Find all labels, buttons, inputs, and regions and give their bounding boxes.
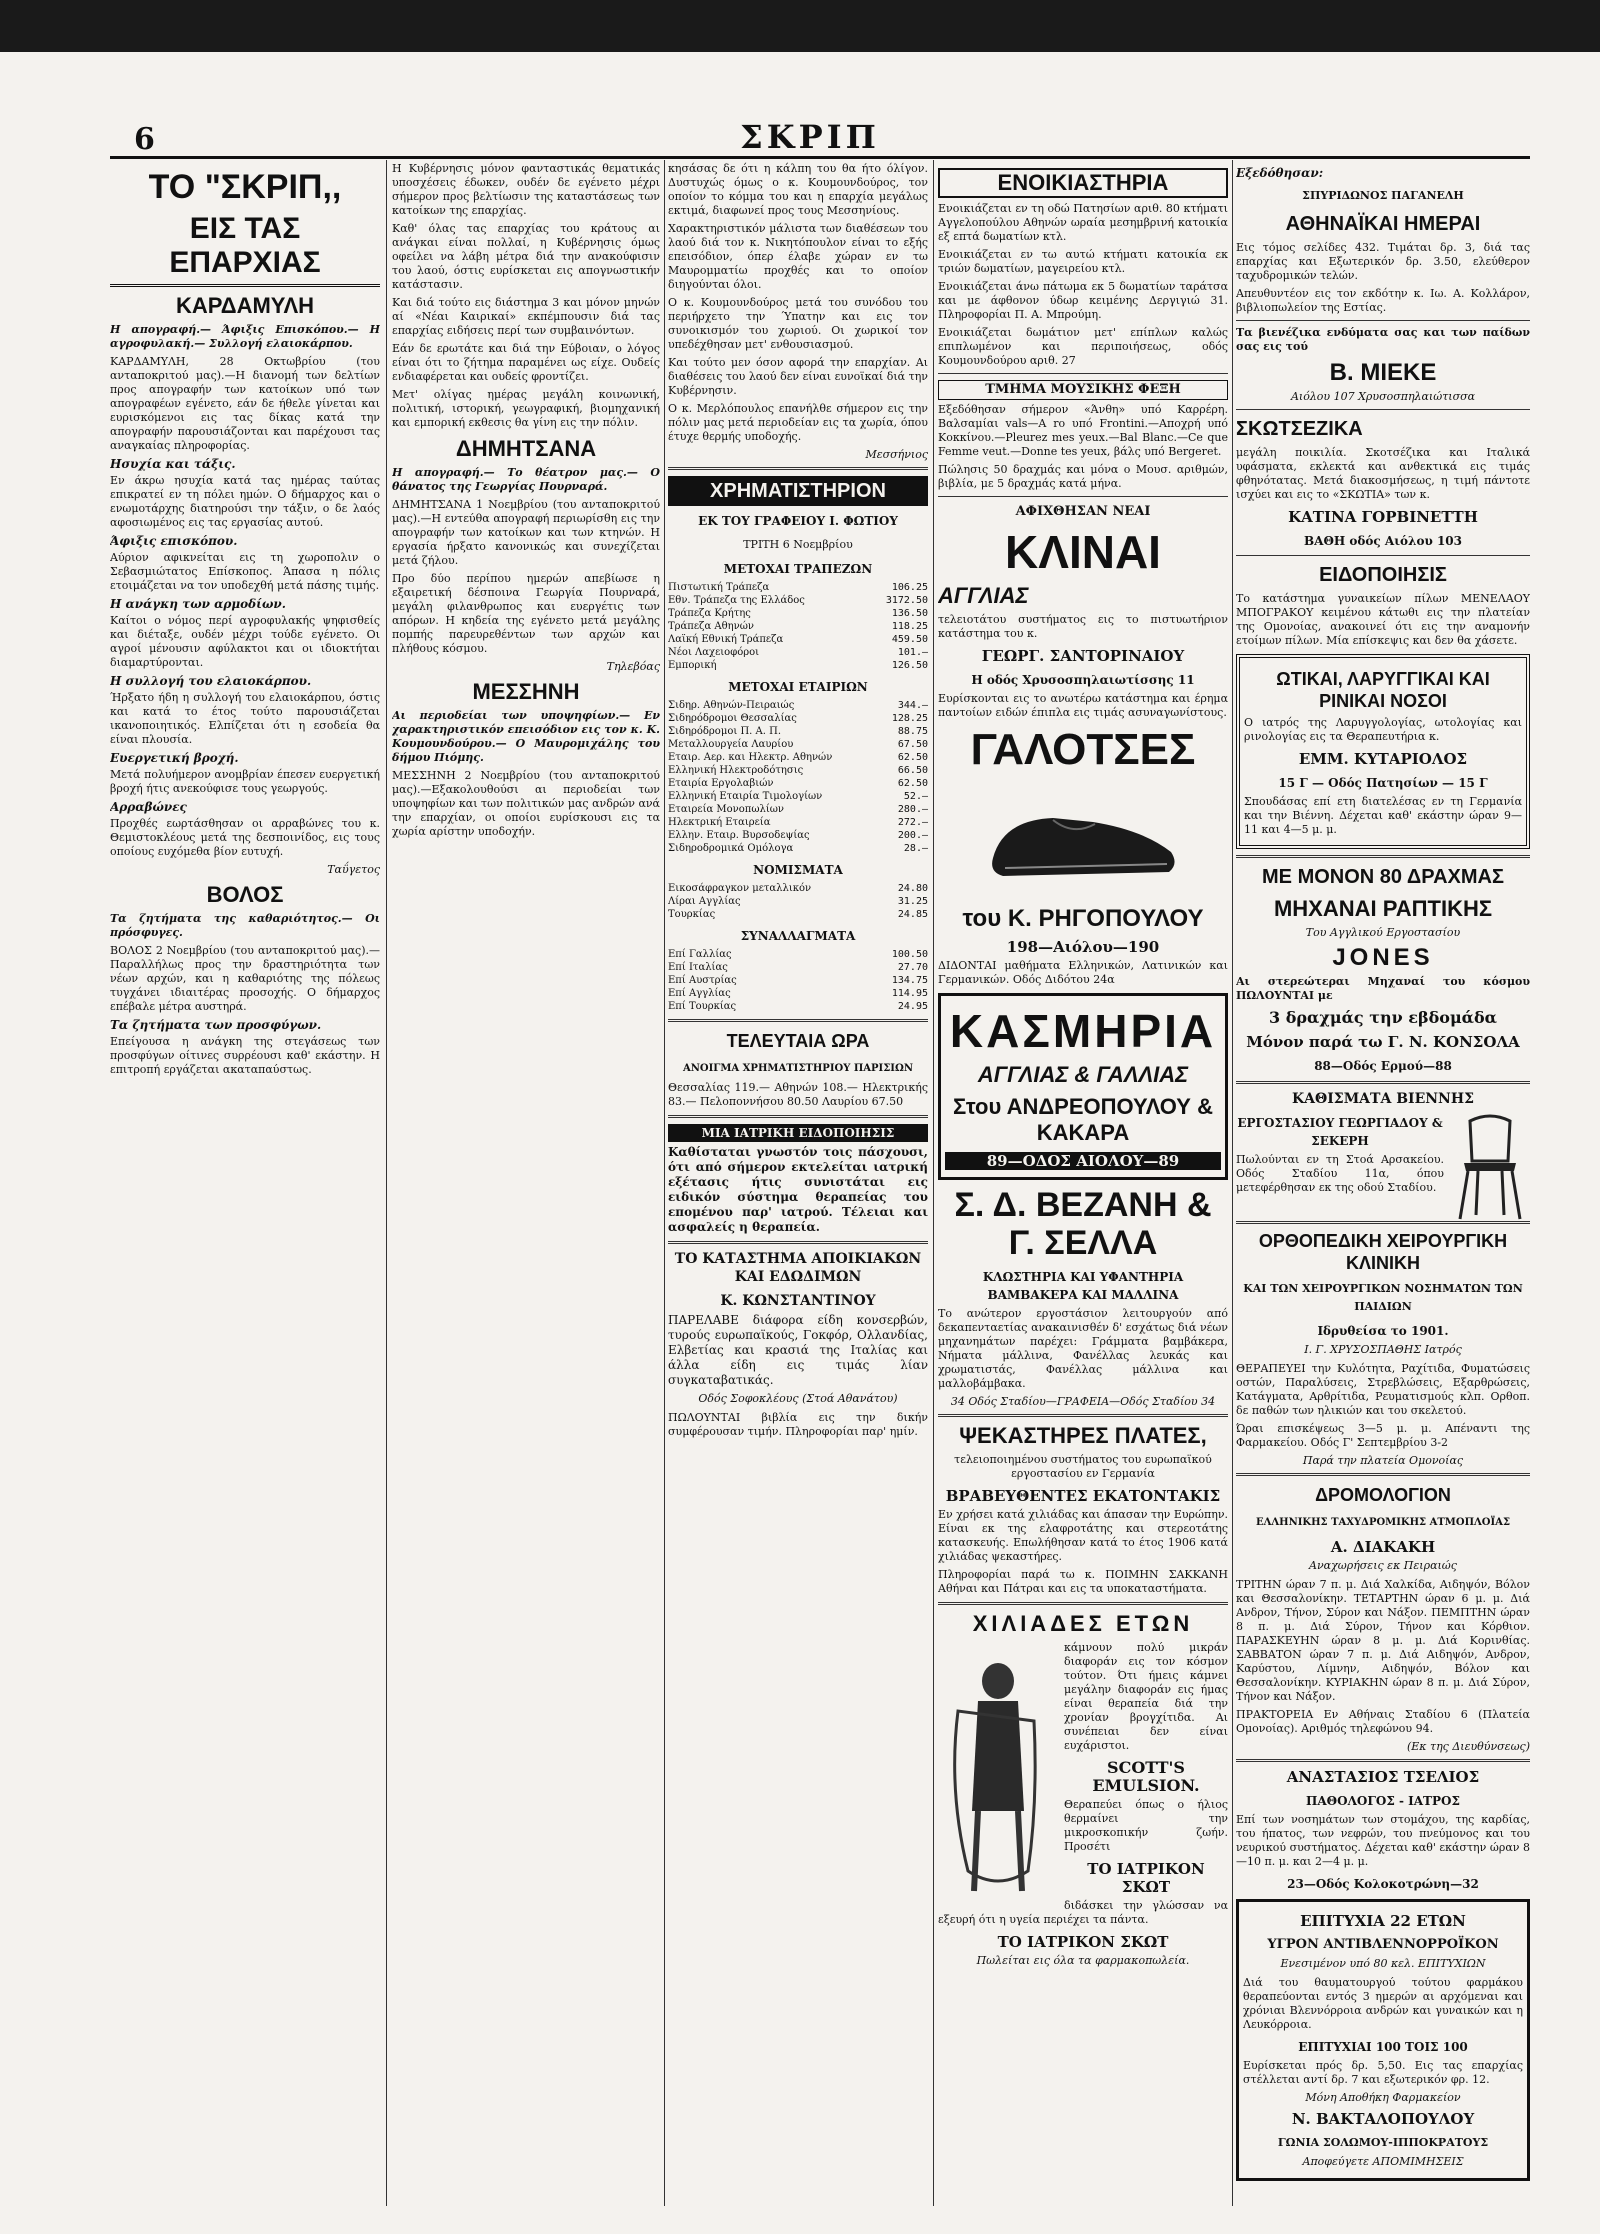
table-row [668, 882, 928, 895]
table-row [668, 987, 928, 1000]
table-row [668, 1000, 928, 1013]
table-cell-name: Εμπορική [668, 660, 717, 671]
newspaper-title: ΣΚΡΙΠ [740, 118, 880, 156]
music-title: ΤΜΗΜΑ ΜΟΥΣΙΚΗΣ ΦΕΞΗ [938, 380, 1228, 400]
section-divider [668, 1019, 928, 1022]
table-row [668, 659, 928, 672]
currency-table [668, 882, 928, 921]
table-cell-name: Εθν. Τράπεζα της Ελλάδος [668, 595, 805, 606]
article-paragraph: Προχθές εωρτάσθησαν οι αρραβώνες του κ. Θεμιστοκλέους μετά της δεσποινίδος, εις τους οποίους ευχόμεθα βίον ευτυχή. [110, 817, 380, 858]
table-cell-name: Μεταλλουργεία Λαυρίου [668, 739, 794, 750]
table-row [668, 829, 928, 842]
section-divider [1236, 409, 1530, 410]
clothes-shop: Β. ΜΙΕΚΕ [1329, 359, 1437, 386]
article-paragraph: Επείγουσα η ανάγκη της στεγάσεως των προσφύγων οίτινες συρρέουσι καθ' εκάστην. Η επιτροπή εργάζεται ακαταπαύστως. [110, 1035, 380, 1076]
galoshes-address: 198—Αιόλου—190 [1006, 938, 1160, 956]
section-divider [938, 1602, 1228, 1605]
currency-table-title: ΝΟΜΙΣΜΑΤΑ [753, 863, 843, 877]
article-paragraph: Και διά τούτο εις διάστημα 3 και μόνον μηνών αί «Νέαι Καιρικαί» εκπέμπουσιν διά τας επαρχίας ειδήσεις περί των συμβαινόντων. [392, 296, 660, 337]
banks-table-title: ΜΕΤΟΧΑΙ ΤΡΑΠΕΖΩΝ [723, 562, 873, 576]
beds-text: Ευρίσκονται εις το ανωτέρω κατάστημα και έρημα παντοίων ειδών έπιπλα εις τιμάς ασυναγωνίστους. [938, 692, 1228, 719]
clothes-text: Τα βιενέζικα ενδύματα σας και των παίδων σας εις τού [1236, 326, 1530, 353]
table-cell-value: 118.25 [891, 621, 928, 632]
tselios-text: Επί των νοσημάτων των στομάχου, της καρδίας, του ήπατος, των νεφρών, του πνεύμονος και του νευρικού συστήματος. Δέχεται καθ' εκάστην ώραν 8—10 π. μ. και 2—4 μ. μ. [1236, 1813, 1530, 1868]
emulsion-title: ΧΙΛΙΑΔΕΣ ΕΤΩΝ [972, 1611, 1194, 1636]
bezani-subtitle: ΚΛΩΣΤΗΡΙΑ ΚΑΙ ΥΦΑΝΤΗΡΙΑ ΒΑΜΒΑΚΕΡΑ ΚΑΙ ΜΑΛΛΙΝΑ [982, 1270, 1184, 1302]
column-divider [933, 160, 934, 2206]
table-cell-name: Τουρκίας [668, 909, 716, 920]
ent-doctor: ΕΜΜ. ΚΥΤΑΡΙΟΛΟΣ [1298, 750, 1468, 768]
beds-text: τελειοτάτου συστήματος εις το πιστυωτήριον κατάστημα του κ. [938, 613, 1228, 640]
ortho-text: ΘΕΡΑΠΕΥΕΙ την Κυλότητα, Ραχίτιδα, Φυματώσεις οστών, Παραλύσεις, Στρεβλώσεις, Εξαρθρώσεις, Κατάγματα, Αρθρίτιδα, Ρευματισμούς κλπ. Ορθοπ. δε παθών των ηλικιών και του σκελετού. [1236, 1362, 1530, 1417]
column-divider [664, 160, 665, 2206]
table-row [668, 961, 928, 974]
bezani-text: Το ανώτερον εργοστάσιον λειτουργούν από δεκαπενταετίας ανακαινισθέν δ' εσχάτως διά νέων μηχανημάτων παρέχει: Γράμματα βαμβάκερα, Νήματα μάλλινα, Φανέλλας λευκάς και χρωματιστάς, Φανέλλας μάλλινα και μαλλοβάμβακα. [938, 1307, 1228, 1390]
emulsion-title: ΤΟ ΙΑΤΡΙΚΟΝ ΣΚΩΤ [997, 1933, 1169, 1951]
emulsion-text: Θεραπεύει όπως ο ήλιος θερμαίνει την μικροσκοπικήν ζωήν. Προσέτι [1064, 1798, 1228, 1853]
masthead [110, 118, 1510, 157]
scotch-shop: ΚΑΤΙΝΑ ΓΟΡΒΙΝΕΤΤΗ [1288, 508, 1478, 526]
table-cell-value: 62.50 [897, 778, 928, 789]
table-cell-value: 66.50 [897, 765, 928, 776]
music-price: Πώλησις 50 δραχμάς και μόνα ο Μουσ. αριθμών, βιβλία, με 5 δραχμάς κατά μήνα. [938, 463, 1228, 490]
cashmere-subtitle: ΑΓΓΛΙΑΣ & ΓΑΛΛΙΑΣ [977, 1062, 1189, 1087]
table-cell-name: Ελληνική Εταιρία Τιμολογίων [668, 791, 823, 802]
article-paragraph: Χαρακτηριστικόν μάλιστα των διαθέσεων του λαού διά τον κ. Νικητόπουλον είναι το εξής επεισόδιον, όπερ έλαβε χώραν εν τω Μαυρομματίω προχθές και το οποίον διηγούνται όλοι. [668, 222, 928, 291]
table-cell-value: 88.75 [897, 726, 928, 737]
ad-name: Κ. ΚΩΝΣΤΑΝΤΙΝΟΥ [720, 1293, 876, 1309]
section-divider [668, 467, 928, 470]
column-1 [110, 162, 380, 2206]
table-cell-value: 126.50 [891, 660, 928, 671]
ortho-doctor: Ι. Γ. ΧΡΥΣΟΣΠΑΘΗΣ Ιατρός [1304, 1343, 1462, 1356]
ortho-year: Ιδρυθείσα το 1901. [1317, 1324, 1449, 1338]
section-divider [938, 373, 1228, 374]
scan-top-band [0, 0, 1600, 52]
sprayers-address: Πληροφορίαι παρά τω κ. ΠΟΙΜΗΝ ΣΑΚΚΑΝΗ Αθήναι και Πάτραι και εις τα υποκαταστήματα. [938, 1568, 1228, 1595]
cashmere-address: 89—ΟΔΟΣ ΑΙΟΛΟΥ—89 [945, 1152, 1221, 1170]
article-paragraph: Μετ' ολίγας ημέρας μεγάλη κοινωνική, πολιτική, ιστορική, γεωγραφική, βιομηχανική και εμπορική εκθεσις θα γίνη εις την πόλιν. [392, 388, 660, 429]
subheading: Αρραβώνες [110, 800, 187, 814]
table-row [668, 816, 928, 829]
table-cell-name: Τράπεζα Αθηνών [668, 621, 754, 632]
ent-ad [1236, 654, 1530, 849]
chair-illustration [1450, 1111, 1530, 1221]
table-cell-name: Λαϊκή Εθνική Τράπεζα [668, 634, 784, 645]
stock-exchange-title: ΧΡΗΜΑΤΙΣΤΗΡΙΟΝ [668, 476, 928, 506]
remedy-pharmacist: Ν. ΒΑΚΤΑΛΟΠΟΥΛΟΥ [1291, 2110, 1475, 2128]
article-paragraph: Εάν δε ερωτάτε και διά την Εύβοιαν, ο λόγος είναι ότι το ζήτημα παραμένει ως είχε. Ουδείς ενδιαφέρεται και ουδείς φροντίζει. [392, 342, 660, 383]
article-paragraph: Ήρξατο ήδη η συλλογή του ελαιοκάρπου, όστις και κατά το έτος τούτο παρουσιάζεται ικανοποιητικός. Ελπίζεται ότι η εσοδεία θα είναι πλουσία. [110, 691, 380, 746]
table-cell-name: Σιδηρόδρομοι Θεσσαλίας [668, 713, 797, 724]
column-4 [938, 162, 1228, 2206]
sprayers-text: Εν χρήσει κατά χιλιάδας και άπασαν την Ευρώπην. Είναι εκ της ελαφροτάτης και στερεοτάτης κατασκευής. Επωλήθησαν κατά το έτος 1906 κατά χιλιάδας ψεκαστήρες. [938, 1508, 1228, 1563]
section-subheading: Αι περιοδείαι των υποψηφίων.— Εν χαρακτηριστικόν επεισόδιον εις τον κ. Κ. Κουμουνδούρου.— Ο Μαυρομιχάλης του δήμου Πιόμης. [392, 709, 660, 764]
remedy-address: ΓΩΝΙΑ ΣΟΛΩΜΟΥ-ΙΠΠΟΚΡΑΤΟΥΣ [1277, 2136, 1489, 2149]
scotch-text: μεγάλη ποικιλία. Σκοτσέζικα και Ιταλικά υφάσματα, εκλεκτά και ανθεκτικά εις τιμάς φθηνότατας. Μετά διακοσμήσεως, η τιμή πάντοτε ισχύει και εις το «ΣΚΩΤΙΑ» των κ. [1236, 446, 1530, 501]
article-paragraph: Προ δύο περίπου ημερών απεβίωσε η εξαιρετική δέσποινα Γεωργία Πουρναρά, μεγάλη φιλανθρωπος και ευεργέτις των απόρων. Η κηδεία της εγένετο μετά μεγάλης πομπής παρευρεθέντων των αρχών και πλήθους κόσμου. [392, 572, 660, 655]
stock-source: ΕΚ ΤΟΥ ΓΡΑΦΕΙΟΥ Ι. ΦΩΤΙΟΥ [698, 514, 898, 528]
article-paragraph: Ο κ. Μερλόπουλος επανήλθε σήμερον εις την πόλιν μας μετά περιοδείαν εις τα χωρία, όπου έτυχε θερμής υποδοχής. [668, 402, 928, 443]
scotch-address: ΒΑΘΗ οδός Αιόλου 103 [1303, 534, 1462, 548]
sewing-text: Του Αγγλικού Εργοστασίου [1305, 926, 1461, 939]
companies-table [668, 699, 928, 855]
ent-text: Σπουδάσας επί ετη διατελέσας εν τη Γερμανία και την Βιέννη. Δέχεται καθ' εκάστην ώραν 9—11 και 4—5 μ. μ. [1244, 795, 1522, 836]
section-subheading: Η απογραφή.— Άφιξις Επισκόπου.— Η αγροφυλακή.— Συλλογή ελαιοκάρπου. [110, 323, 380, 350]
shipping-title: ΔΡΟΜΟΛΟΓΙΟΝ [1315, 1485, 1451, 1505]
publication-text: Απευθυντέον εις τον εκδότην κ. Ιω. Α. Κολλάρον, βιβλιοπωλείον της Εστίας. [1236, 287, 1530, 314]
table-row [668, 974, 928, 987]
table-cell-name: Νέοι Λαχειοφόροι [668, 647, 760, 658]
emulsion-footer: Πωλείται εις όλα τα φαρμακοπωλεία. [976, 1954, 1190, 1967]
table-cell-value: 24.80 [897, 883, 928, 894]
table-cell-name: Λίραι Αγγλίας [668, 896, 741, 907]
section-heading: ΔΗΜΗΤΣΑΝΑ [455, 436, 597, 461]
headline: ΤΟ "ΣΚΡΙΠ,, [148, 168, 342, 206]
subheading: Η συλλογή του ελαιοκάρπου. [110, 674, 312, 688]
table-cell-value: 134.75 [891, 975, 928, 986]
table-row [668, 842, 928, 855]
shipping-director: (Εκ της Διευθύνσεως) [1406, 1740, 1530, 1753]
ortho-address: Παρά την πλατεία Ομονοίας [1302, 1454, 1464, 1467]
beds-title: ΚΛΙΝΑΙ [1005, 526, 1161, 578]
emulsion-brand: SCOTT'S EMULSION. [1092, 1758, 1200, 1795]
ad-address: Οδός Σοφοκλέους (Στοά Αθανάτου) [698, 1392, 898, 1405]
tselios-address: 23—Οδός Κολοκοτρώνη—32 [1287, 1877, 1479, 1891]
publication-author: ΣΠΥΡΙΔΩΝΟΣ ΠΑΓΑΝΕΛΗ [1302, 189, 1464, 202]
table-cell-value: 280.— [897, 804, 928, 815]
rentals-title: ΕΝΟΙΚΙΑΣΤΗΡΙΑ [938, 168, 1228, 198]
subheading: Ησυχία και τάξις. [110, 457, 236, 471]
table-cell-name: Πιστωτική Τράπεζα [668, 582, 770, 593]
section-divider [668, 1115, 928, 1118]
table-cell-value: 114.95 [891, 988, 928, 999]
column-divider [1232, 160, 1233, 2206]
emulsion-title: ΤΟ ΙΑΤΡΙΚΟΝ ΣΚΩΤ [1087, 1860, 1205, 1896]
sewing-agent: Μόνον παρά τω Γ. Ν. ΚΟΝΣΟΛΑ [1246, 1033, 1520, 1051]
column-divider [386, 160, 387, 2206]
table-row [668, 725, 928, 738]
vienna-text: Πωλούνται εν τη Στοά Αρσακείου. Οδός Σταδίου 11α, όπου μετεφέρθησαν εκ της οδού Σταδίου. [1236, 1153, 1444, 1194]
table-cell-name: Ηλεκτρική Εταιρεία [668, 817, 771, 828]
galoshes-title: ΓΑΛΟΤΣΕΣ [970, 725, 1196, 774]
table-cell-value: 100.50 [891, 949, 928, 960]
page-number: 6 [134, 122, 155, 157]
sprayers-title: ΨΕΚΑΣΤΗΡΕΣ ΠΛΑΤΕΣ, [959, 1423, 1207, 1448]
article-paragraph: ΜΕΣΣΗΝΗ 2 Νοεμβρίου (του ανταποκριτού μας).—Εξακολουθούσι αι περιοδείαι των υποψηφίων και των πολιτικών μας ανδρών ανά την επαρχίαν, οι οποίοι ευρίσκουσι εις τα χωρία αρίστην υποδοχήν. [392, 769, 660, 838]
table-cell-name: Επί Αγγλίας [668, 988, 731, 999]
table-cell-name: Εταιρ. Αερ. και Ηλεκτρ. Αθηνών [668, 752, 833, 763]
tselios-title: ΑΝΑΣΤΑΣΙΟΣ ΤΣΕΛΙΟΣ [1286, 1768, 1480, 1786]
article-paragraph: κησάσας δε ότι η κάλπη του θα ήτο όλίγον. Δυστυχώς όμως ο κ. Κουμουνδούρος, τον οποίον το κόμμα του και η επαρχία μεγάλως εκτιμά, διαφωνεί προς τους Μεσσηνίους. [668, 162, 928, 217]
sewing-text: Αι στερεώτεραι Μηχαναί του κόσμου ΠΩΛΟΥΝΤΑΙ με [1236, 975, 1530, 1002]
beds-address: Η οδός Χρυσοσπηλαιωτίσσης 11 [971, 673, 1195, 687]
bezani-address: 34 Οδός Σταδίου—ΓΡΑΦΕΙΑ—Οδός Σταδίου 34 [950, 1395, 1216, 1408]
music-text: Εξεδόθησαν σήμερον «Άνθη» υπό Καρρέρη. Βαλσαμίαι vals—Α ro υπό Frontini.—Αποχρή υπό Κοκκίνου.—Pleurez mes yeux.—Bal Blanc.—Ce que Femme veut.—Donne tes yeux, βάλς υπό Bergeret. [938, 403, 1228, 458]
table-row [668, 908, 928, 921]
table-cell-value: 28.— [903, 843, 928, 854]
section-divider [938, 1414, 1228, 1417]
table-cell-value: 31.25 [897, 896, 928, 907]
beds-shop-name: ΓΕΩΡΓ. ΣΑΝΤΟΡΙΝΑΙΟΥ [981, 647, 1185, 665]
ortho-hours: Ώραι επισκέψεως 3—5 μ. μ. Απέναντι της Φαρμακείου. Οδός Γ' Σεπτεμβρίου 3-2 [1236, 1422, 1530, 1449]
last-hour-text: Θεσσαλίας 119.— Αθηνών 108.— Ηλεκτρικής 83.— Πελοποννήσου 80.50 Λαυρίου 67.50 [668, 1081, 928, 1108]
section-divider [1236, 1081, 1530, 1084]
sprayers-award: ΒΡΑΒΕΥΘΕΝΤΕΣ ΕΚΑΤΟΝΤΑΚΙΣ [945, 1487, 1221, 1505]
section-heading: ΒΟΛΟΣ [206, 882, 284, 907]
section-divider [938, 496, 1228, 497]
publication-text: Εις τόμος σελίδες 432. Τιμάται δρ. 3, διά τας επαρχίας και Εξωτερικόν δρ. 3.50, ελεύθερον ταχυδρομικών τελών. [1236, 241, 1530, 282]
table-cell-value: 200.— [897, 830, 928, 841]
article-paragraph: ΚΑΡΔΑΜΥΛΗ, 28 Οκτωβρίου (του ανταποκριτού μας).—Η διανομή των δελτίων προς απογραφήν των κατοίκων υπό των απογραφέων εγένετο, εάν δε ήθελε γίνεται και ευρισκόμενοι εις τας δίκας κατά την απογραφήν παρουσιάζονται και παρέχουσι τας αναγκαίας πληροφορίας. [110, 355, 380, 452]
notice-title: ΕΙΔΟΠΟΙΗΣΙΣ [1319, 564, 1447, 586]
table-cell-name: Επί Τουρκίας [668, 1001, 737, 1012]
shipping-schedule: ΤΡΙΤΗΝ ώραν 7 π. μ. Διά Χαλκίδα, Αιδηψόν, Βόλον και Θεσσαλονίκην. ΤΕΤΑΡΤΗΝ ώραν 6 μ. μ. Διά Ανδρον, Τήνον, Σύρον και Νάξον. ΠΕΜΠΤΗΝ ώραν 8 π. μ. Διά Σύρον, Τήνον και Κόρθιον. ΠΑΡΑΣΚΕΥΗΝ ώραν 8 μ. μ. Διά Κορινθίας. ΣΑΒΒΑΤΟΝ ώραν 7 π. μ. Διά Αιδηψόν, Ανδρον, Καρύστου, Λίμνην, Αιδηψόν, Βόλον και Θεσσαλονίκην. ΚΥΡΙΑΚΗΝ ώραν 8 π. μ. Διά Σύρον, Τήνον και Νάξον. [1236, 1578, 1530, 1703]
ortho-subtitle: ΚΑΙ ΤΩΝ ΧΕΙΡΟΥΡΓΙΚΩΝ ΝΟΣΗΜΑΤΩΝ ΤΩΝ ΠΑΙΔΙΩΝ [1243, 1282, 1523, 1313]
bezani-title: Σ. Δ. ΒΕΖΑΝΗ & Γ. ΣΕΛΛΑ [954, 1186, 1212, 1262]
table-cell-name: Σιδηροδρομικά Ομόλογα [668, 843, 794, 854]
table-cell-value: 136.50 [891, 608, 928, 619]
ad-text: ΠΩΛΟΥΝΤΑΙ βιβλία εις την δικήν συμφέρουσαν τιμήν. Πληροφορίαι παρ' ημίν. [668, 1411, 928, 1438]
last-hour-title: ΤΕΛΕΥΤΑΙΑ ΩΡΑ [726, 1031, 870, 1051]
rental-ad: Ενοικιάζεται δωμάτιον μετ' επίπλων καλώς επιπλωμένον και περιποιήσεως, οδός Κουμουνδούρου αριθ. 27 [938, 326, 1228, 367]
ent-text: Ο ιατρός της Λαρυγγολογίας, ωτολογίας και ρινολογίας εις τα Θεραπευτήρια κ. [1244, 716, 1522, 743]
article-paragraph: Καθ' όλας τας επαρχίας του κράτους αι ανάγκαι είναι πολλαί, η Κυβέρνησις όμως οφείλει να λάβη μέτρα διά την ανακούφισιν του λαού, όστις ευρίσκεται εις απογνωστικήν κατάστασιν. [392, 222, 660, 291]
table-cell-value: 67.50 [897, 739, 928, 750]
article-paragraph: Η Κυβέρνησις μόνον φανταστικάς θεματικάς υποσχέσεις έδωκεν, ουδέν δε εγένετο μέχρι σήμερον προς βελτίωσιν της καταστάσεως των κατοίκων της επαρχίας. [392, 162, 660, 217]
table-cell-value: 101.— [897, 647, 928, 658]
emulsion-text: διδάσκει την γλώσσαν να εξευρή ότι η υγεία περιέχει τα πάντα. [938, 1899, 1228, 1926]
table-row [668, 803, 928, 816]
section-heading: ΚΑΡΔΑΜΥΛΗ [175, 293, 315, 318]
beds-origin: ΑΓΓΛΙΑΣ [938, 583, 1029, 608]
lessons-ad: ΔΙΔΟΝΤΑΙ μαθήματα Ελληνικών, Λατινικών και Γερμανικών. Οδός Διδότου 24α [938, 959, 1228, 986]
ent-title: ΩΤΙΚΑΙ, ΛΑΡΥΓΓΙΚΑΙ ΚΑΙ ΡΙΝΙΚΑΙ ΝΟΣΟΙ [1276, 669, 1490, 711]
table-cell-name: Επί Γαλλίας [668, 949, 732, 960]
subheading: Η ανάγκη των αρμοδίων. [110, 597, 286, 611]
correspondent-signature: Μεσσήνιος [865, 448, 928, 461]
table-row [668, 764, 928, 777]
table-cell-value: 24.85 [897, 909, 928, 920]
beds-arrival: ΑΦΙΧΘΗΣΑΝ ΝΕΑΙ [1015, 504, 1151, 519]
galosh-illustration [983, 780, 1183, 900]
sewing-address: 88—Οδός Ερμού—88 [1314, 1059, 1452, 1073]
galoshes-shop: του Κ. ΡΗΓΟΠΟΥΛΟΥ [962, 905, 1204, 932]
remedy-subtitle: ΥΓΡΟΝ ΑΝΤΙΒΛΕΝΝΟΡΡΟΪΚΟΝ [1267, 1937, 1499, 1952]
sewing-monthly: 3 δραχμάς την εβδομάδα [1269, 1008, 1497, 1027]
shipping-from: Αναχωρήσεις εκ Πειραιώς [1309, 1559, 1457, 1572]
table-cell-value: 459.50 [891, 634, 928, 645]
fisherman-illustration [938, 1641, 1058, 1901]
article-paragraph: Εν άκρω ησυχία κατά τας ημέρας ταύτας επικρατεί εν τη πόλει ημών. Ο δήμαρχος και ο ενωμοτάρχης διατηρούσι την τάξιν, ο δε λαός αφοσιωμένος εις τας εργασίας αυτού. [110, 474, 380, 529]
section-heading: ΜΕΣΣΗΝΗ [472, 679, 580, 704]
table-cell-name: Επί Αυστρίας [668, 975, 737, 986]
rental-ad: Ενοικιάζεται άνω πάτωμα εκ 5 δωματίων ταράτσα και με άφθονον ύδωρ κειμένης Δεργιγιώ 31. Πληροφορίαι Π. Α. Μπρούμη. [938, 280, 1228, 321]
stock-date: ΤΡΙΤΗ 6 Νοεμβρίου [743, 538, 853, 551]
table-row [668, 607, 928, 620]
section-divider [1236, 555, 1530, 556]
table-cell-name: Σιδηρ. Αθηνών-Πειραιώς [668, 700, 795, 711]
headline: ΕΙΣ ΤΑΣ ΕΠΑΡΧΙΑΣ [110, 212, 380, 287]
section-subheading: Τα ζητήματα της καθαριότητος.— Οι πρόσφυγες. [110, 912, 380, 939]
clothes-address: Αιόλου 107 Χρυσοσπηλαιώτισσα [1290, 390, 1476, 403]
table-cell-name: Επί Ιταλίας [668, 962, 728, 973]
section-subheading: Η απογραφή.— Το θέατρον μας.— Ο θάνατος της Γεωργίας Πουρναρά. [392, 466, 660, 493]
column-5 [1236, 162, 1530, 2206]
rental-ad: Ενοικιάζεται εν τη οδώ Πατησίων αριθ. 80 κτήματι Αγγελοπούλου Αθηνών ωραία μεσημβρινή κατοικία εξ επτά δωματίων κτλ. [938, 202, 1228, 243]
section-divider [1236, 1473, 1530, 1476]
remedy-ad [1236, 1899, 1530, 2181]
article-paragraph: Καίτοι ο νόμος περί αγροφυλακής ψηφισθείς και διέταξε, ουδέν μέχρι τούδε εγένετο. Οι αγροί μένουσιν αφύλακτοι και οι ιδιοκτήται διαμαρτύρονται. [110, 614, 380, 669]
table-row [668, 646, 928, 659]
emulsion-text: κάμνουν πολύ μικράν διαφοράν εις τον κόσμον τούτον. Ότι ήμεις κάμνει μεγάλην διαφοράν εις ήμας είναι θεραπεία διά την χρονίαν βρογχίτιδα. Αι συνέπειαι δεν είναι ευχάριστοι. [1064, 1641, 1228, 1752]
remedy-text: Διά του θαυματουργού τούτου φαρμάκου θεραπεύονται εντός 3 ημερών αι αρχόμεναι και χρόνιαι Βλεννόρροια ανδρών και γυναικών και η Λευκόρροια. [1243, 1976, 1523, 2031]
cashmere-title: ΚΑΣΜΗΡΙΑ [949, 1005, 1217, 1057]
section-divider [1236, 1221, 1530, 1224]
banks-table [668, 581, 928, 672]
tselios-subtitle: ΠΑΘΟΛΟΓΟΣ - ΙΑΤΡΟΣ [1306, 1794, 1460, 1808]
article-paragraph: Και τούτο μεν όσον αφορά την επαρχίαν. Αι διαθέσεις του λαού δεν είναι ευνοϊκαί διά την Κυβέρνησιν. [668, 356, 928, 397]
table-cell-name: Εταιρία Εργολαβιών [668, 778, 774, 789]
sewing-brand: JONES [1332, 944, 1434, 971]
publication-book: ΑΘΗΝΑΪΚΑΙ ΗΜΕΡΑΙ [1285, 213, 1481, 235]
section-divider [668, 1241, 928, 1244]
remedy-footer: Αποφεύγετε ΑΠΟΜΙΜΗΣΕΙΣ [1302, 2155, 1464, 2168]
remedy-price: Ευρίσκεται πρός δρ. 5,50. Εις τας επαρχίας στέλλεται αντί δρ. 7 και εξωτερικόν φρ. 12. [1243, 2059, 1523, 2086]
table-row [668, 581, 928, 594]
remedy-guarantee: ΕΠΙΤΥΧΙΑΙ 100 ΤΟΙΣ 100 [1298, 2040, 1468, 2054]
remedy-pharmacy: Μόνη Αποθήκη Φαρμακείον [1305, 2091, 1461, 2104]
rental-ad: Ενοικιάζεται εν τω αυτώ κτήματι κατοικία εκ τριών δωματίων, μαγειρείου κτλ. [938, 248, 1228, 275]
table-row [668, 699, 928, 712]
shipping-agency: ΠΡΑΚΤΟΡΕΙΑ Εν Αθήναις Σταδίου 6 (Πλατεία Ομονοίας). Αριθμός τηλεφώνου 94. [1236, 1708, 1530, 1735]
article-paragraph: Μετά πολυήμερον ανομβρίαν έπεσεν ευεργετική βροχή ήτις ανεκούφισε τους γεωργούς. [110, 768, 380, 795]
column-3 [668, 162, 928, 2206]
table-row [668, 712, 928, 725]
table-row [668, 948, 928, 961]
table-cell-value: 62.50 [897, 752, 928, 763]
table-cell-value: 128.25 [891, 713, 928, 724]
vienna-title: ΚΑΘΙΣΜΑΤΑ ΒΙΕΝΝΗΣ [1292, 1091, 1474, 1107]
table-row [668, 777, 928, 790]
table-cell-name: Τράπεζα Κρήτης [668, 608, 751, 619]
ent-address: 15 Γ — Οδός Πατησίων — 15 Γ [1278, 776, 1488, 790]
ad-title: ΤΟ ΚΑΤΑΣΤΗΜΑ ΑΠΟΙΚΙΑΚΩΝ ΚΑΙ ΕΔΩΔΙΜΩΝ [674, 1251, 922, 1285]
ortho-title: ΟΡΘΟΠΕΔΙΚΗ ΧΕΙΡΟΥΡΓΙΚΗ ΚΛΙΝΙΚΗ [1258, 1231, 1508, 1273]
remedy-title: ΕΠΙΤΥΧΙΑ 22 ΕΤΩΝ [1300, 1912, 1466, 1930]
table-row [668, 751, 928, 764]
table-row [668, 633, 928, 646]
section-divider [1236, 320, 1530, 321]
ad-title: ΜΙΑ ΙΑΤΡΙΚΗ ΕΙΔΟΠΟΙΗΣΙΣ [668, 1124, 928, 1142]
subheading: Άφιξις επισκόπου. [110, 534, 238, 548]
last-hour-subtitle: ΑΝΟΙΓΜΑ ΧΡΗΜΑΤΙΣΤΗΡΙΟΥ ΠΑΡΙΣΙΩΝ [682, 1063, 914, 1074]
section-divider [1236, 1759, 1530, 1762]
table-cell-value: 27.70 [897, 962, 928, 973]
shipping-subtitle: ΕΛΛΗΝΙΚΗΣ ΤΑΧΥΔΡΟΜΙΚΗΣ ΑΤΜΟΠΛΟΪΑΣ [1255, 1517, 1511, 1528]
sewing-title: ΜΕ ΜΟΝΟΝ 80 ΔΡΑΧΜΑΣ [1262, 866, 1504, 888]
article-paragraph: ΔΗΜΗΤΣΑΝΑ 1 Νοεμβρίου (του ανταποκριτού μας).—Η εντεύθα απογραφή περιωρίσθη εις την απογραφήν των κατοίκων και των κτηνών. Η εργασία ήρξατο κανονικώς και συνεχίζεται μετά ζήλου. [392, 498, 660, 567]
article-paragraph: Ο κ. Κουμουνδούρος μετά του συνόδου του περιήρχετο την Ύπατην και εις τον συνοικισμόν του χωριού. Οι χωρικοί τον υπεδέχθησαν μετ' ενθουσιασμού. [668, 296, 928, 351]
table-cell-value: 24.95 [897, 1001, 928, 1012]
table-cell-name: Σιδηρόδρομοι Π. Α. Π. [668, 726, 781, 737]
notice-text: Το κατάστημα γυναικείων πίλων ΜΕΝΕΛΑΟΥ ΜΠΟΓΡΑΚΟΥ κειμένου κάτωθι εις την πλατείαν της Ομονοίας, ανακοινεί ότι εις την αναμονήν ετοίμων πίλων. Μία επίσκεψις και δεν θα χάσετε. [1236, 592, 1530, 647]
cashmere-ad [938, 993, 1228, 1180]
table-row [668, 895, 928, 908]
table-cell-name: Εταιρεία Μονοπωλίων [668, 804, 784, 815]
ad-text: ΠΑΡΕΛΑΒΕ διάφορα είδη κονσερβών, τυρούς ευρωπαϊκούς, Γοκφόρ, Ολλανδίας, Ελβετίας και κρασιά της Ιταλίας και άλλα είδη εις τιμάς λίαν συγκαταβατικάς. [668, 1313, 928, 1387]
exchange-table-title: ΣΥΝΑΛΛΑΓΜΑΤΑ [740, 929, 856, 943]
table-cell-value: 272.— [897, 817, 928, 828]
table-row [668, 738, 928, 751]
table-cell-value: 52.— [903, 791, 928, 802]
table-cell-value: 106.25 [891, 582, 928, 593]
table-row [668, 594, 928, 607]
exchange-table [668, 948, 928, 1013]
subheading: Τα ζητήματα των προσφύγων. [110, 1018, 322, 1032]
article-paragraph: Αύριον αφικνείται εις τη χωροπολιν ο Σεβασμιώτατος Επίσκοπος. Άπασα η πόλις ετοιμάζεται να τον υποδεχθή μετά πάσης τιμής. [110, 551, 380, 592]
correspondent-signature: Ταΰγετος [327, 863, 380, 876]
correspondent-signature: Τηλεβόας [606, 660, 660, 673]
column-2 [392, 162, 660, 2206]
table-cell-value: 3172.50 [885, 595, 928, 606]
table-cell-name: Εικοσάφραγκον μεταλλικόν [668, 883, 812, 894]
sprayers-subtitle: τελειοποιημένου συστήματος του ευρωπαϊκού εργοστασίου εν Γερμανία [954, 1453, 1212, 1480]
table-cell-name: Ελληνική Ηλεκτροδότησις [668, 765, 804, 776]
shipping-company: Α. ΔΙΑΚΑΚΗ [1330, 1538, 1436, 1556]
section-divider [1236, 855, 1530, 858]
vienna-subtitle: ΕΡΓΟΣΤΑΣΙΟΥ ΓΕΩΡΓΙΑΔΟΥ & ΣΕΚΕΡΗ [1237, 1116, 1443, 1148]
header-rule [110, 156, 1530, 159]
article-paragraph: ΒΟΛΟΣ 2 Νοεμβρίου (του ανταποκριτού μας).—Παραλλήλως προς την δραστηριότητα των νέων αρχών, και η καθαριότης της πόλεως τυγχάνει ιδιαιτέρας προσοχής. Ο δήμαρχος επέβαλε μέτρα αυστηρά. [110, 944, 380, 1013]
sewing-subtitle: ΜΗΧΑΝΑΙ ΡΑΠΤΙΚΗΣ [1273, 896, 1493, 921]
subheading: Ευεργετική βροχή. [110, 751, 239, 765]
table-cell-value: 344.— [897, 700, 928, 711]
remedy-text: Ενεσιμένον υπό 80 κελ. ΕΠΙΤΥΧΙΩΝ [1280, 1957, 1486, 1970]
table-cell-name: Ελλην. Εταιρ. Βυρσοδεψίας [668, 830, 810, 841]
scotch-title: ΣΚΩΤΣΕΖΙΚΑ [1236, 418, 1363, 440]
table-row [668, 620, 928, 633]
table-row [668, 790, 928, 803]
publication-title: Εξεδόθησαν: [1236, 166, 1324, 180]
ad-text: Καθίσταται γνωστόν τοις πάσχουσι, ότι από σήμερον εκτελείται ιατρική εξέτασις ήτις συνιστάται εις ειδικόν σύστημα θεραπείας του επομένου παρ' ιατρού. Τέλειαι και ασφαλείς η θεραπεία. [668, 1145, 928, 1234]
companies-table-title: ΜΕΤΟΧΑΙ ΕΤΑΙΡΙΩΝ [728, 680, 868, 694]
cashmere-shop: Στου ΑΝΔΡΕΟΠΟΥΛΟΥ & ΚΑΚΑΡΑ [953, 1094, 1213, 1145]
